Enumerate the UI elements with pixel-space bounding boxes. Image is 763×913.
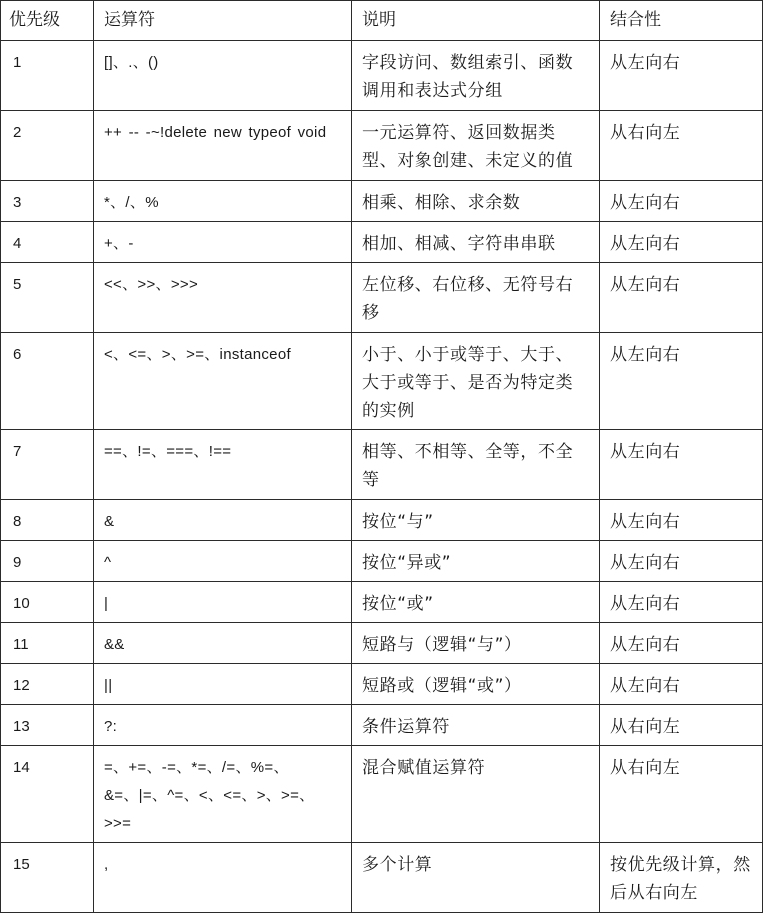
operator-text: ^ <box>104 554 112 571</box>
description-cell: 一元运算符、返回数据类型、对象创建、未定义的值 <box>352 111 600 181</box>
description-cell: 短路或（逻辑“或”） <box>352 664 600 705</box>
associativity-cell: 从左向右 <box>600 222 763 263</box>
operator-text: && <box>104 636 125 653</box>
table-row <box>1 843 763 913</box>
table-row <box>1 222 763 263</box>
table-row <box>1 582 763 623</box>
priority-cell: 3 <box>1 181 94 222</box>
description-cell: 相乘、相除、求余数 <box>352 181 600 222</box>
description-cell: 小于、小于或等于、大于、大于或等于、是否为特定类的实例 <box>352 333 600 430</box>
description-cell: 字段访问、数组索引、函数调用和表达式分组 <box>352 41 600 111</box>
priority-cell: 15 <box>1 843 94 913</box>
header-associativity: 结合性 <box>600 1 763 41</box>
operator-text: ==、!=、===、!== <box>104 443 232 460</box>
operator-cell <box>94 623 352 664</box>
operator-cell <box>94 582 352 623</box>
operator-cell <box>94 664 352 705</box>
operator-text: []、.、() <box>104 54 159 71</box>
table-row <box>1 181 763 222</box>
operator-cell <box>94 746 352 843</box>
operator-text: | <box>104 595 109 612</box>
header-operator: 运算符 <box>94 1 352 41</box>
priority-cell: 14 <box>1 746 94 843</box>
operator-text: *、/、% <box>104 194 159 211</box>
priority-cell: 1 <box>1 41 94 111</box>
table-row <box>1 430 763 500</box>
operator-cell <box>94 222 352 263</box>
associativity-cell: 从左向右 <box>600 333 763 430</box>
description-cell: 短路与（逻辑“与”） <box>352 623 600 664</box>
operator-text: & <box>104 513 115 530</box>
associativity-cell: 从右向左 <box>600 705 763 746</box>
table-row <box>1 664 763 705</box>
priority-cell: 9 <box>1 541 94 582</box>
priority-cell: 10 <box>1 582 94 623</box>
operator-cell <box>94 541 352 582</box>
operator-cell <box>94 111 352 181</box>
table-header-row <box>1 1 763 41</box>
priority-cell: 11 <box>1 623 94 664</box>
table-row <box>1 541 763 582</box>
associativity-cell: 从左向右 <box>600 582 763 623</box>
operator-cell <box>94 500 352 541</box>
description-cell: 左位移、右位移、无符号右移 <box>352 263 600 333</box>
description-cell: 混合赋值运算符 <box>352 746 600 843</box>
associativity-cell: 从左向右 <box>600 263 763 333</box>
associativity-cell: 从左向右 <box>600 664 763 705</box>
description-cell: 按位“或” <box>352 582 600 623</box>
priority-cell: 13 <box>1 705 94 746</box>
table-row <box>1 746 763 843</box>
description-cell: 按位“与” <box>352 500 600 541</box>
table-row <box>1 500 763 541</box>
table-row <box>1 705 763 746</box>
operator-cell <box>94 333 352 430</box>
description-cell: 按位“异或” <box>352 541 600 582</box>
priority-cell: 5 <box>1 263 94 333</box>
operator-text: ?: <box>104 718 118 735</box>
priority-cell: 7 <box>1 430 94 500</box>
associativity-cell: 从左向右 <box>600 430 763 500</box>
table-row <box>1 41 763 111</box>
table-row <box>1 111 763 181</box>
description-cell: 条件运算符 <box>352 705 600 746</box>
priority-cell: 6 <box>1 333 94 430</box>
priority-cell: 8 <box>1 500 94 541</box>
associativity-cell: 从左向右 <box>600 181 763 222</box>
description-cell: 相等、不相等、全等，不全等 <box>352 430 600 500</box>
table-row <box>1 623 763 664</box>
operator-text: || <box>104 677 113 694</box>
header-priority: 优先级 <box>1 1 94 41</box>
operator-cell <box>94 263 352 333</box>
operator-text: =、+=、-=、*=、/=、%=、&=、|=、^=、<、<=、>、>=、>>= <box>104 759 315 832</box>
table-row <box>1 333 763 430</box>
operator-text: <<、>>、>>> <box>104 276 199 293</box>
header-description: 说明 <box>352 1 600 41</box>
associativity-cell: 从左向右 <box>600 541 763 582</box>
description-cell: 相加、相减、字符串串联 <box>352 222 600 263</box>
associativity-cell: 从右向左 <box>600 111 763 181</box>
associativity-cell: 按优先级计算，然后从右向左 <box>600 843 763 913</box>
associativity-cell: 从右向左 <box>600 746 763 843</box>
operator-cell <box>94 705 352 746</box>
description-cell: 多个计算 <box>352 843 600 913</box>
operator-text: , <box>104 856 109 873</box>
table-row <box>1 263 763 333</box>
associativity-cell: 从左向右 <box>600 500 763 541</box>
priority-cell: 4 <box>1 222 94 263</box>
priority-cell: 12 <box>1 664 94 705</box>
operator-text: ++ -- -~!delete new typeof void <box>104 124 327 141</box>
operator-cell <box>94 41 352 111</box>
operator-cell <box>94 843 352 913</box>
operator-cell <box>94 430 352 500</box>
operator-cell <box>94 181 352 222</box>
operator-text: <、<=、>、>=、instanceof <box>104 346 291 363</box>
associativity-cell: 从左向右 <box>600 41 763 111</box>
priority-cell: 2 <box>1 111 94 181</box>
associativity-cell: 从左向右 <box>600 623 763 664</box>
operator-text: +、- <box>104 235 134 252</box>
